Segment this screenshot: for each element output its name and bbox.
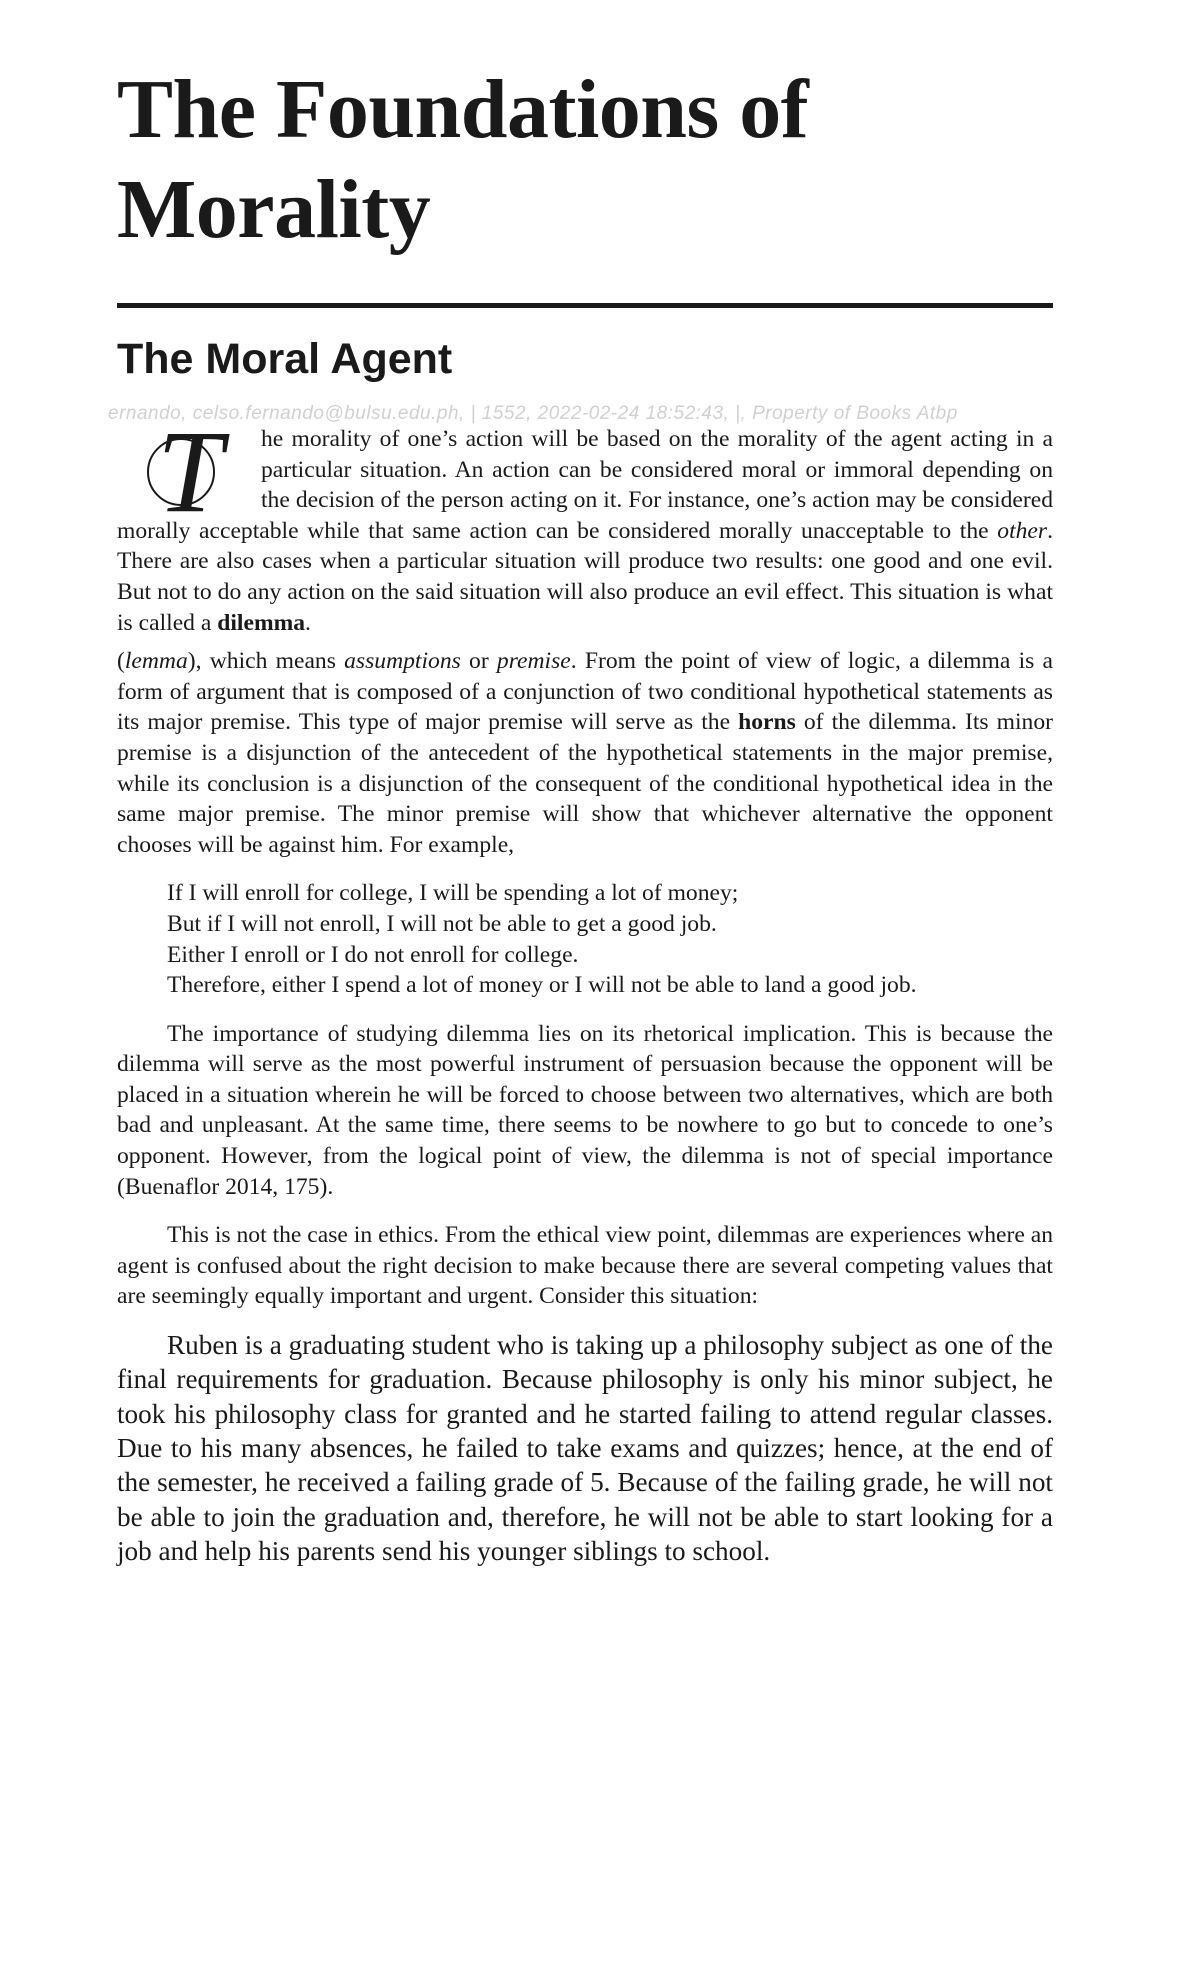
lemma-paragraph: [117, 646, 1053, 860]
watermark: ernando, celso.fernando@bulsu.edu.ph, | 1552, 2022-02-24 18:52:43, |, Property of Books Atbp: [108, 403, 958, 424]
example-line: But if I will not enroll, I will not be able to get a good job.: [167, 910, 717, 937]
example-line: If I will enroll for college, I will be spending a lot of money;: [167, 880, 739, 907]
page-title: The Foundations of Morality: [117, 63, 809, 256]
drop-cap-ornament: [147, 438, 215, 506]
document-page: [117, 60, 1053, 1595]
intro-text-2: . There are also cases when a particular situation will produce two results: one good and one evil. But not to do any action on the said situation will also produce an evil effect. This situation is what is called a: [117, 517, 1053, 636]
intro-end: .: [305, 609, 311, 636]
title-rule: [117, 303, 1053, 308]
assumptions-italic: assumptions: [344, 648, 461, 675]
lemma-italic: lemma: [124, 648, 188, 675]
lemma-paren: (: [117, 648, 125, 675]
lemma-text-3: . From the point of view of logic, a dilemma is a form of argument that is composed of a conjunction of two conditional hypothetical statements as its major premise. This type of major premise will serve as the: [117, 648, 1054, 736]
intro-other-italic: other: [997, 517, 1048, 544]
intro-text-1: he morality of one’s action will be based on the morality of the agent acting in a particular situation. An action can be considered moral or immoral depending on the decision of the person acting on it. For instance, one’s action may be considered morally acceptable while that same action can be considered morally unacceptable to the: [117, 426, 1053, 544]
story-paragraph: Ruben is a graduating student who is taking up a philosophy subject as one of the final requirements for graduation. Because philosophy is only his minor subject, he took his philosophy class for granted and he started failing to attend regular classes. Due to his many absences, he failed to take exams and quizzes; hence, at the end of the semester, he received a failing grade of 5. Because of the failing grade, he will not be able to join the graduation and, therefore, he will not be able to start looking for a job and help his parents send his younger siblings to school.: [117, 1330, 1053, 1566]
intro-paragraph: [117, 424, 1053, 638]
premise-italic: premise: [496, 648, 571, 675]
example-syllogism: [167, 878, 1053, 1000]
ethics-paragraph: This is not the case in ethics. From the ethical view point, dilemmas are experiences where an agent is confused about the right decision to make because there are several competing values that are seemingly equally important and urgent. Consider this situation:: [117, 1222, 1053, 1310]
lemma-text-4: of the dilemma. Its minor premise is a disjunction of the antecedent of the hypothetical statements in the major premise, while its conclusion is a disjunction of the consequent of the conditional hypothetical idea in the same major premise. The minor premise will show that whichever alternative the opponent chooses will be against him. For example,: [117, 709, 1053, 858]
intro-dilemma-bold: dilemma: [217, 609, 306, 636]
lemma-text-1: ), which means: [187, 648, 345, 675]
example-line: Therefore, either I spend a lot of money or I will not be able to land a good job.: [167, 972, 917, 999]
importance-paragraph: The importance of studying dilemma lies on its rhetorical implication. This is because the dilemma will serve as the most powerful instrument of persuasion because the opponent will be placed in a situation wherein he will be forced to choose between two alternatives, which are both bad and unpleasant. At the same time, there seems to be nowhere to go but to concede to one’s opponent. However, from the logical point of view, the dilemma is not of special importance (Buenaflor 2014, 175).: [117, 1020, 1053, 1200]
section-heading: The Moral Agent: [117, 335, 453, 383]
drop-cap-letter: T: [157, 406, 223, 537]
example-line: Either I enroll or I do not enroll for college.: [167, 941, 579, 968]
horns-bold: horns: [738, 709, 796, 736]
drop-cap: [157, 406, 255, 537]
lemma-text-2: or: [460, 648, 497, 675]
